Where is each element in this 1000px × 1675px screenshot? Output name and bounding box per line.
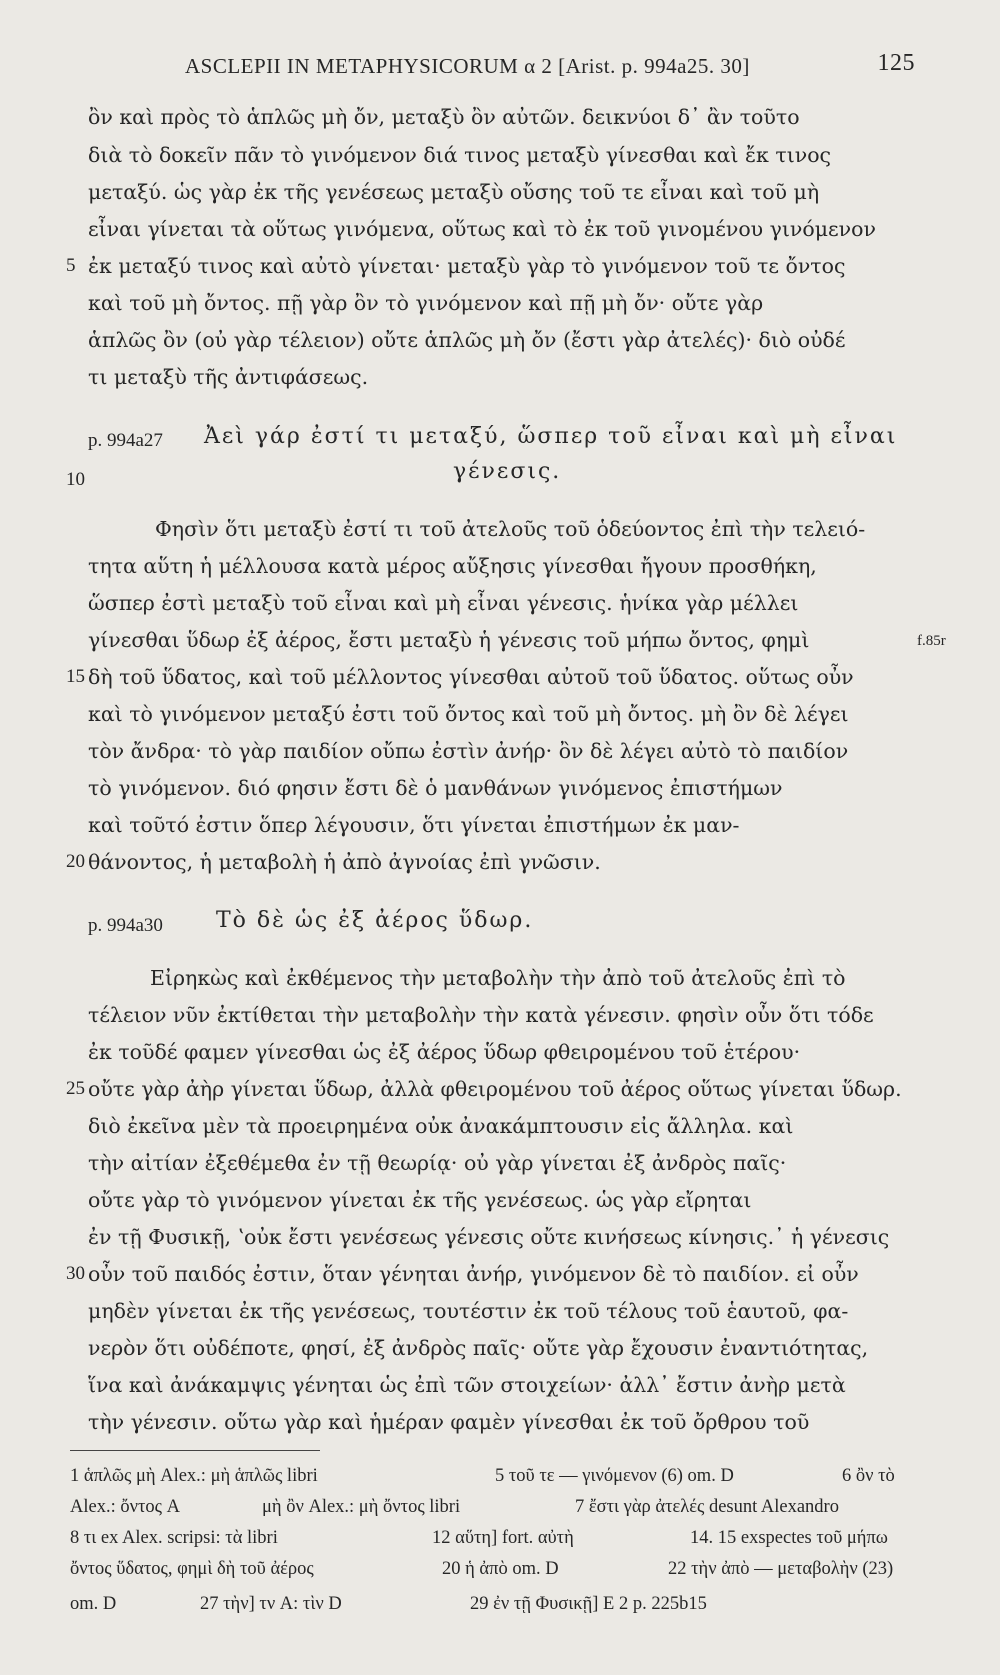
line-number: 30 bbox=[66, 1263, 85, 1284]
line-number: 25 bbox=[66, 1078, 85, 1099]
header-title: ASCLEPII IN METAPHYSICORUM α 2 [Arist. p. 994a25. 30] bbox=[185, 54, 750, 78]
text-line: οὔτε γὰρ ἀὴρ γίνεται ὕδωρ, ἀλλὰ φθειρομένου τοῦ ἀέρος οὕτως γίνεται ὕδωρ. bbox=[88, 1077, 902, 1101]
line-number: 15 bbox=[66, 666, 85, 687]
footnote: 6 ὂν τὸ bbox=[842, 1466, 895, 1486]
text-line: δὴ τοῦ ὕδατος, καὶ τοῦ μέλλοντος γίνεσθαι αὐτοῦ τοῦ ὕδατος. οὕτως οὖν bbox=[88, 665, 854, 689]
text-line: ἁπλῶς ὂν (οὐ γὰρ τέλειον) οὔτε ἁπλῶς μὴ ὄν (ἔστι γὰρ ἀτελές)· διὸ οὐδέ bbox=[88, 328, 846, 352]
folio-margin-note: f.85r bbox=[917, 633, 946, 649]
page-number: 125 bbox=[877, 50, 915, 76]
text-line: ἐκ τοῦδέ φαμεν γίνεσθαι ὡς ἐξ ἀέρος ὕδωρ φθειρομένου τοῦ ἑτέρου· bbox=[88, 1040, 801, 1064]
footnote: 27 τὴν] τν A: τὶν D bbox=[200, 1594, 342, 1614]
text-line: τέλειον νῦν ἐκτίθεται τὴν μεταβολὴν τὴν κατὰ γένεσιν. φησὶν οὖν ὅτι τόδε bbox=[88, 1003, 874, 1027]
text-line: ἐν τῇ Φυσικῇ, ʽοὐκ ἔστι γενέσεως γένεσις οὔτε κινήσεως κίνησις.᾽ ἡ γένεσις bbox=[88, 1225, 890, 1249]
footnote-rule bbox=[70, 1450, 320, 1451]
lemma-text: Τὸ δὲ ὡς ἐξ ἀέρος ὕδωρ. bbox=[216, 908, 534, 933]
text-line: διὰ τὸ δοκεῖν πᾶν τὸ γινόμενον διά τινος μεταξὺ γίνεσθαι καὶ ἔκ τινος bbox=[88, 143, 832, 167]
footnote: 1 ἁπλῶς μὴ Alex.: μὴ ἁπλῶς libri bbox=[70, 1466, 318, 1486]
text-line: μεταξύ. ὡς γὰρ ἐκ τῆς γενέσεως μεταξὺ οὔσης τοῦ τε εἶναι καὶ τοῦ μὴ bbox=[88, 180, 820, 204]
text-line: καὶ τοῦ μὴ ὄντος. πῇ γὰρ ὂν τὸ γινόμενον καὶ πῇ μὴ ὄν· οὔτε γὰρ bbox=[88, 291, 764, 315]
text-line: οὔτε γὰρ τὸ γινόμενον γίνεται ἐκ τῆς γενέσεως. ὡς γὰρ εἴρηται bbox=[88, 1188, 752, 1212]
footnote: 20 ἡ ἀπὸ om. D bbox=[442, 1559, 559, 1579]
footnote: om. D bbox=[70, 1594, 117, 1614]
text-line: θάνοντος, ἡ μεταβολὴ ἡ ἀπὸ ἀγνοίας ἐπὶ γνῶσιν. bbox=[88, 850, 601, 874]
text-line: ἐκ μεταξύ τινος καὶ αὐτὸ γίνεται· μεταξὺ γὰρ τὸ γινόμενον τοῦ τε ὄντος bbox=[88, 254, 846, 278]
footnote: 29 ἐν τῇ Φυσικῇ] E 2 p. 225b15 bbox=[470, 1594, 707, 1614]
text-line: Εἰρηκὼς καὶ ἐκθέμενος τὴν μεταβολὴν τὴν ἀπὸ τοῦ ἀτελοῦς ἐπὶ τὸ bbox=[150, 966, 846, 990]
text-line: εἶναι γίνεται τὰ οὕτως γινόμενα, οὕτως καὶ τὸ ἐκ τοῦ γινομένου γινόμενον bbox=[88, 217, 876, 241]
line-number: 10 bbox=[66, 469, 85, 490]
text-line: τὸν ἄνδρα· τὸ γὰρ παιδίον οὔπω ἐστὶν ἀνήρ· ὂν δὲ λέγει αὐτὸ τὸ παιδίον bbox=[88, 739, 849, 763]
footnote: Alex.: ὄντος A bbox=[70, 1497, 180, 1517]
lemma-text: γένεσις. bbox=[453, 459, 562, 484]
text-line: διὸ ἐκεῖνα μὲν τὰ προειρημένα οὐκ ἀνακάμπτουσιν εἰς ἄλληλα. καὶ bbox=[88, 1114, 794, 1138]
line-number: 5 bbox=[66, 255, 76, 276]
text-line: τὸ γινόμενον. διό φησιν ἔστι δὲ ὁ μανθάνων γινόμενος ἐπιστήμων bbox=[88, 776, 783, 800]
text-line: τητα αὕτη ἡ μέλλουσα κατὰ μέρος αὔξησις γίνεσθαι ἤγουν προσθήκη, bbox=[88, 554, 817, 578]
lemma-reference: p. 994a30 bbox=[88, 915, 163, 936]
text-line: οὖν τοῦ παιδός ἐστιν, ὅταν γένηται ἀνήρ, γινόμενον δὲ τὸ παιδίον. εἰ οὖν bbox=[88, 1262, 859, 1286]
running-header bbox=[185, 50, 915, 80]
footnote: μὴ ὂν Alex.: μὴ ὄντος libri bbox=[262, 1497, 461, 1517]
footnote: 14. 15 exspectes τοῦ μήπω bbox=[690, 1528, 888, 1548]
text-line: τὴν αἰτίαν ἐξεθέμεθα ἐν τῇ θεωρίᾳ· οὐ γὰρ γίνεται ἐξ ἀνδρὸς παῖς· bbox=[88, 1151, 787, 1175]
text-line: νερὸν ὅτι οὐδέποτε, φησί, ἐξ ἀνδρὸς παῖς· οὔτε γὰρ ἔχουσιν ἐναντιότητας, bbox=[88, 1336, 869, 1360]
footnote: ὄντος ὕδατος, φημὶ δὴ τοῦ ἀέρος bbox=[70, 1559, 314, 1579]
text-line: ὂν καὶ πρὸς τὸ ἁπλῶς μὴ ὄν, μεταξὺ ὂν αὐτῶν. δεικνύοι δ᾽ ἂν τοῦτο bbox=[88, 105, 800, 129]
text-line: καὶ τὸ γινόμενον μεταξύ ἐστι τοῦ ὄντος καὶ τοῦ μὴ ὄντος. μὴ ὂν δὲ λέγει bbox=[88, 702, 849, 726]
text-line: τὴν γένεσιν. οὕτω γὰρ καὶ ἡμέραν φαμὲν γίνεσθαι ἐκ τοῦ ὄρθρου τοῦ bbox=[88, 1410, 810, 1434]
text-line: ὥσπερ ἐστὶ μεταξὺ τοῦ εἶναι καὶ μὴ εἶναι γένεσις. ἡνίκα γὰρ μέλλει bbox=[88, 591, 799, 615]
footnote: 12 αὕτη] fort. αὐτὴ bbox=[432, 1528, 574, 1548]
footnote: 22 τὴν ἀπὸ — μεταβολὴν (23) bbox=[668, 1559, 894, 1579]
text-line: μηδὲν γίνεται ἐκ τῆς γενέσεως, τουτέστιν ἐκ τοῦ τέλους τοῦ ἑαυτοῦ, φα- bbox=[88, 1299, 849, 1323]
line-number: 20 bbox=[66, 851, 85, 872]
text-line: Φησὶν ὅτι μεταξὺ ἐστί τι τοῦ ἀτελοῦς τοῦ ὁδεύοντος ἐπὶ τὴν τελειό- bbox=[155, 517, 866, 541]
footnote: 5 τοῦ τε — γινόμενον (6) om. D bbox=[495, 1466, 734, 1486]
text-line: τι μεταξὺ τῆς ἀντιφάσεως. bbox=[88, 365, 369, 389]
lemma-reference: p. 994a27 bbox=[88, 430, 163, 451]
text-line: γίνεσθαι ὕδωρ ἐξ ἀέρος, ἔστι μεταξὺ ἡ γένεσις τοῦ μήπω ὄντος, φημὶ bbox=[88, 628, 810, 652]
text-line: καὶ τοῦτό ἐστιν ὅπερ λέγουσιν, ὅτι γίνεται ἐπιστήμων ἐκ μαν- bbox=[88, 813, 740, 837]
lemma-text: Ἀεὶ γάρ ἐστί τι μεταξύ, ὥσπερ τοῦ εἶναι καὶ μὴ εἶναι bbox=[204, 424, 898, 449]
text-line: ἵνα καὶ ἀνάκαμψις γένηται ὡς ἐπὶ τῶν στοιχείων· ἀλλ᾽ ἔστιν ἀνὴρ μετὰ bbox=[88, 1373, 846, 1397]
footnote: 7 ἔστι γὰρ ἀτελές desunt Alexandro bbox=[575, 1497, 839, 1517]
footnote: 8 τι ex Alex. scripsi: τὰ libri bbox=[70, 1528, 278, 1548]
